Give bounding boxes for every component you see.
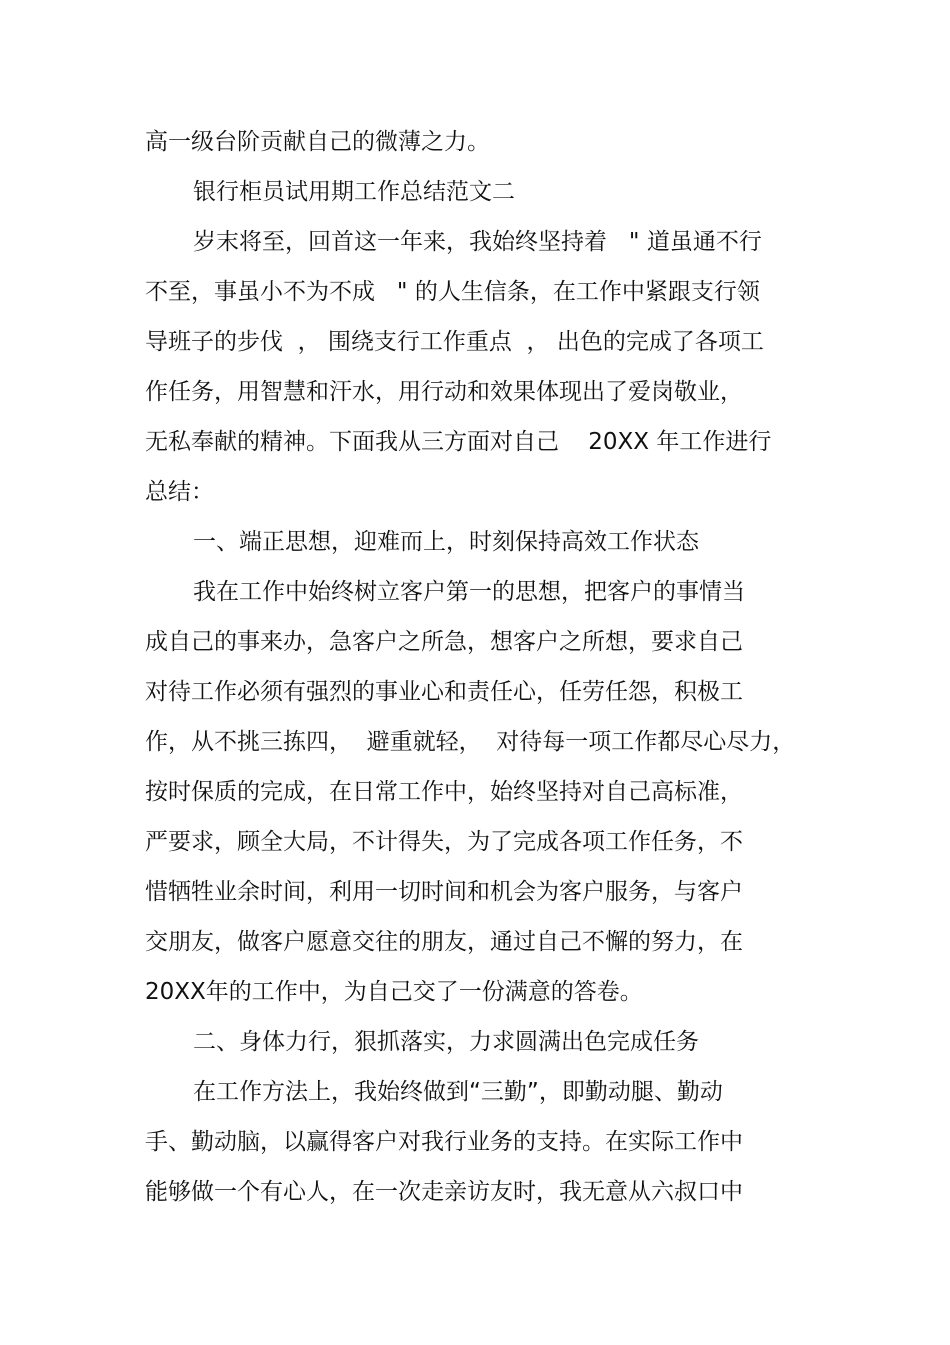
paragraph-line: 在工作方法上，我始终做到“三勤”，即勤动腿、勤动 — [193, 1079, 723, 1105]
paragraph-line: 按时保质的完成，在日常工作中，始终坚持对自己高标准， — [145, 779, 743, 805]
paragraph-line: 成自己的事来办，急客户之所急，想客户之所想，要求自己 — [145, 629, 743, 655]
paragraph-line: 作任务，用智慧和汗水，用行动和效果体现出了爱岗敬业， — [145, 379, 743, 405]
paragraph-line: 岁末将至，回首这一年来，我始终坚持着 " 道虽通不行 — [193, 229, 762, 255]
section-title: 银行柜员试用期工作总结范文二 — [193, 179, 515, 205]
section-heading: 一、端正思想，迎难而上，时刻保持高效工作状态 — [193, 529, 699, 555]
paragraph-line: 总结： — [145, 479, 214, 505]
section-heading: 二、身体力行，狠抓落实，力求圆满出色完成任务 — [193, 1029, 699, 1055]
paragraph-line: 高一级台阶贡献自己的微薄之力。 — [145, 129, 490, 155]
paragraph-line: 无私奉献的精神。下面我从三方面对自己 20XX 年工作进行 — [145, 429, 772, 455]
paragraph-line: 手、勤动脑，以赢得客户对我行业务的支持。在实际工作中 — [145, 1129, 743, 1155]
paragraph-line: 严要求，顾全大局，不计得失，为了完成各项工作任务，不 — [145, 829, 743, 855]
paragraph-line: 不至，事虽小不为不成 " 的人生信条，在工作中紧跟支行领 — [145, 279, 760, 305]
paragraph-line: 能够做一个有心人，在一次走亲访友时，我无意从六叔口中 — [145, 1179, 743, 1205]
paragraph-line: 对待工作必须有强烈的事业心和责任心，任劳任怨，积极工 — [145, 679, 743, 705]
paragraph-line: 20XX年的工作中，为自己交了一份满意的答卷。 — [145, 979, 643, 1005]
paragraph-line: 导班子的步伐 ， 围绕支行工作重点 ， 出色的完成了各项工 — [145, 329, 764, 355]
paragraph-line: 惜牺牲业余时间，利用一切时间和机会为客户服务，与客户 — [145, 879, 743, 905]
paragraph-line: 作，从不挑三拣四， 避重就轻， 对待每一项工作都尽心尽力， — [145, 729, 796, 755]
paragraph-line: 我在工作中始终树立客户第一的思想，把客户的事情当 — [193, 579, 745, 605]
paragraph-line: 交朋友，做客户愿意交往的朋友，通过自己不懈的努力，在 — [145, 929, 743, 955]
